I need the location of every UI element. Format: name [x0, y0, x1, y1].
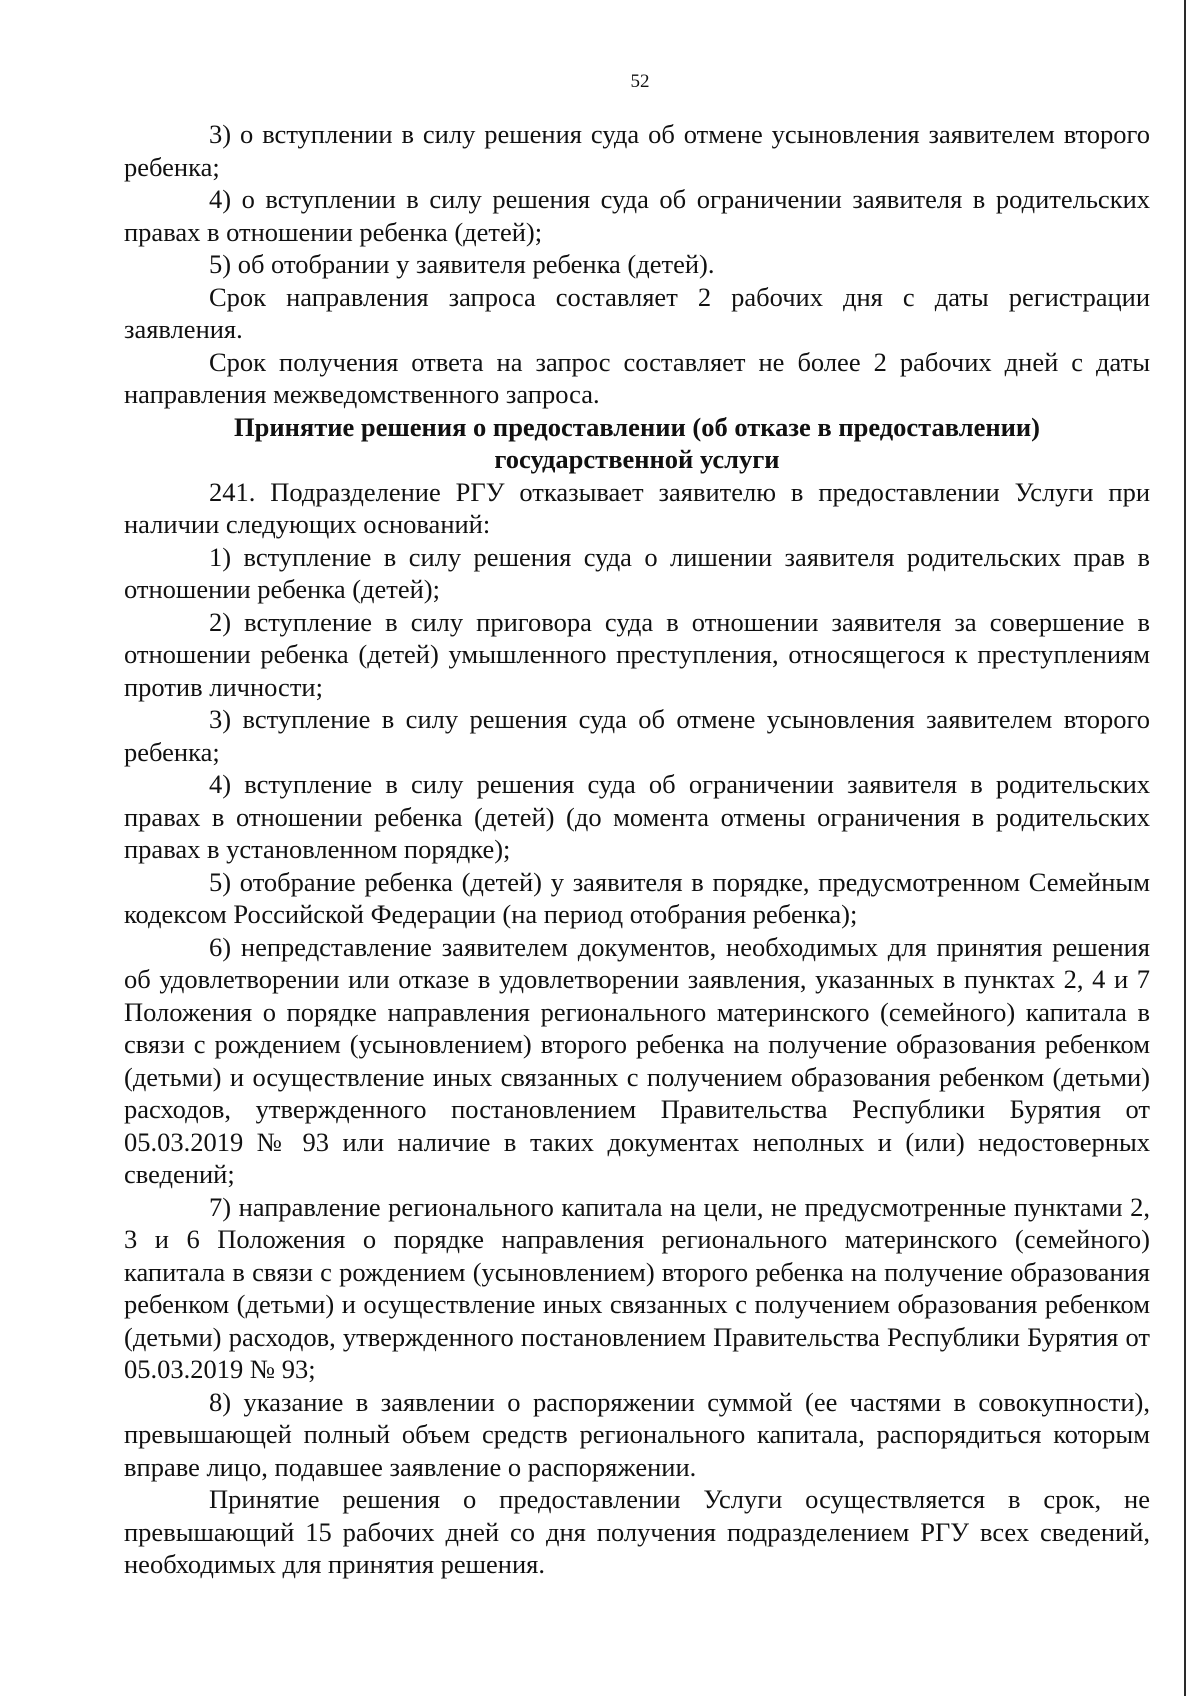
paragraph: 5) отобрание ребенка (детей) у заявителя в порядке, предусмотренном Семейным кодексом Российской Федерации (на период отобрания ребенка); — [124, 866, 1150, 929]
paragraph: 2) вступление в силу приговора суда в отношении заявителя за совершение в отношении ребенка (детей) умышленного преступления, относящегося к преступлениям против личности; — [124, 606, 1150, 702]
paragraph: 241. Подразделение РГУ отказывает заявителю в предоставлении Услуги при наличии следующих оснований: — [124, 476, 1150, 539]
page-number: 52 — [630, 71, 650, 92]
paragraph: 6) непредставление заявителем документов, необходимых для принятия решения об удовлетворении или отказе в удовлетворении заявления, указанных в пунктах 2, 4 и 7 Положения о порядке направления регионального материнского (семейного) капитала в связи с рождением (усыновлением) второго ребенка на получение образования ребенком (детьми) и осуществление иных связанных с получением образования ребенком (детьми) расходов, утвержденного постановлением Правительства Республики Бурятия от 05.03.2019 № 93 или наличие в таких документах неполных и (или) недостоверных сведений; — [124, 931, 1150, 1189]
page-edge-line — [1184, 0, 1186, 1696]
paragraph: 5) об отобрании у заявителя ребенка (детей). — [209, 249, 715, 279]
paragraph: Срок получения ответа на запрос составляет не более 2 рабочих дней с даты направления межведомственного запроса. — [124, 346, 1150, 409]
paragraph: 3) о вступлении в силу решения суда об отмене усыновления заявителем второго ребенка; — [124, 119, 1150, 182]
paragraph: Срок направления запроса составляет 2 рабочих дня с даты регистрации заявления. — [124, 281, 1150, 344]
paragraph: 1) вступление в силу решения суда о лишении заявителя родительских прав в отношении ребенка (детей); — [124, 541, 1150, 604]
paragraph: 7) направление регионального капитала на цели, не предусмотренные пунктами 2, 3 и 6 Положения о порядке направления регионального материнского (семейного) капитала в связи с рождением (усыновлением) второго ребенка на получение образования ребенком (детьми) и осуществление иных связанных с получением образования ребенком (детьми) расходов, утвержденного постановлением Правительства Республики Бурятия от 05.03.2019 № 93; — [124, 1191, 1150, 1384]
paragraph: 4) вступление в силу решения суда об ограничении заявителя в родительских правах в отношении ребенка (детей) (до момента отмены ограничения в родительских правах в установленном порядке); — [124, 769, 1150, 864]
paragraph: 8) указание в заявлении о распоряжении суммой (ее частями в совокупности), превышающей полный объем средств регионального капитала, распорядиться которым вправе лицо, подавшее заявление о распоряжении. — [124, 1386, 1150, 1482]
paragraph: 4) о вступлении в силу решения суда об ограничении заявителя в родительских правах в отношении ребенка (детей); — [124, 184, 1150, 247]
document-body — [124, 118, 1150, 1581]
section-heading: Принятие решения о предоставлении (об отказе в предоставлении) государственной услуги — [234, 411, 1040, 474]
paragraph: 3) вступление в силу решения суда об отмене усыновления заявителем второго ребенка; — [124, 704, 1150, 767]
paragraph: Принятие решения о предоставлении Услуги осуществляется в срок, не превышающий 15 рабочих дней со дня получения подразделением РГУ всех сведений, необходимых для принятия решения. — [124, 1484, 1150, 1579]
